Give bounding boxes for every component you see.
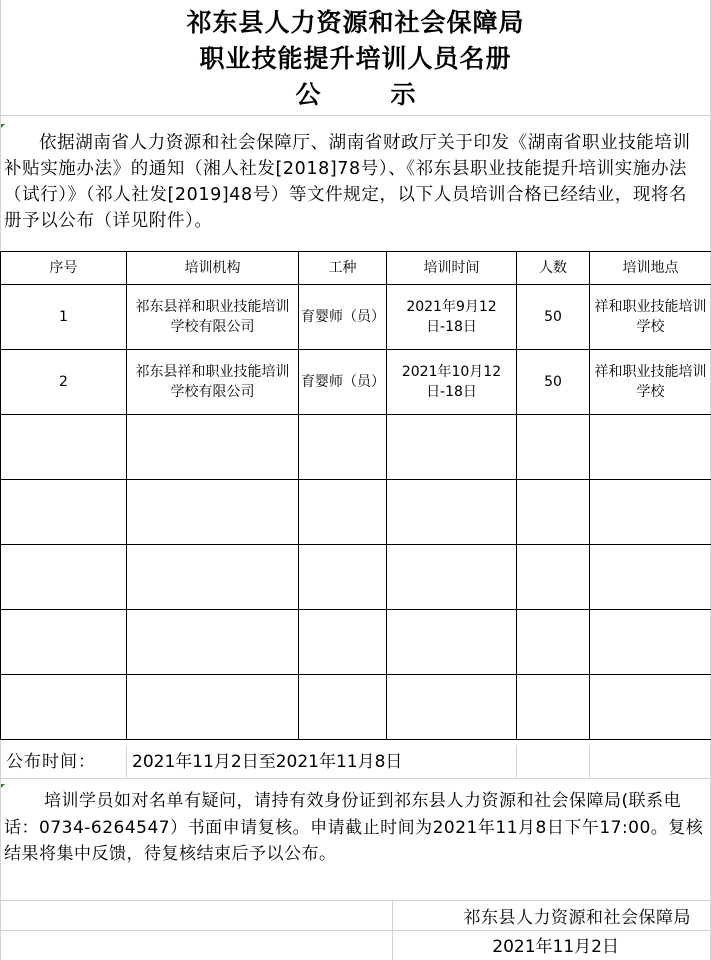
signing-date: 2021年11月2日 — [492, 937, 619, 957]
header-period: 培训时间 — [387, 252, 517, 285]
table-row — [1, 285, 711, 350]
cell-period: 2021年9月12 日-18日 — [387, 285, 517, 350]
table-row-empty — [1, 415, 711, 480]
notice-char-2: 示 — [390, 80, 416, 109]
header-location: 培训地点 — [590, 252, 711, 285]
table-header-row — [1, 252, 711, 285]
table-row-empty — [1, 545, 711, 610]
cell-count: 50 — [517, 350, 590, 415]
header-count: 人数 — [517, 252, 590, 285]
header-trade: 工种 — [299, 252, 387, 285]
cell-period: 2021年10月12日-18日 — [387, 350, 517, 415]
document-title — [0, 0, 711, 116]
table-row — [1, 350, 711, 415]
cell-institution: 祁东县祥和职业技能培训学校有限公司 — [127, 285, 299, 350]
cell-trade: 育婴师（员） — [299, 350, 387, 415]
cell-comment-marker — [1, 124, 5, 128]
notice-char-1: 公 — [295, 80, 321, 109]
publish-period — [0, 745, 711, 779]
header-institution: 培训机构 — [127, 252, 299, 285]
cell-seq: 1 — [1, 285, 127, 350]
review-note-paragraph: 培训学员如对名单有疑问，请持有效身份证到祁东县人力资源和社会保障局(联系电话：0734-6264547）书面申请复核。申请截止时间为2021年11月8日下午17:00。复核结果将集中反馈，待复核结束后予以公布。 — [4, 791, 704, 864]
cell-location: 祥和职业技能培训学校 — [590, 350, 711, 415]
cell-institution: 祁东县祥和职业技能培训学校有限公司 — [127, 350, 299, 415]
cell-trade: 育婴师（员） — [299, 285, 387, 350]
header-seq: 序号 — [1, 252, 127, 285]
signing-organization: 祁东县人力资源和社会保障局 — [463, 908, 691, 928]
trainee-roster-table — [0, 251, 711, 740]
cell-location: 祥和职业技能培训学校 — [590, 285, 711, 350]
intro-paragraph: 依据湖南省人力资源和社会保障厅、湖南省财政厅关于印发《湖南省职业技能培训补贴实施办法》的通知（湘人社发[2018]78号）、《祁东县职业技能提升培训实施办法（试行）》（祁人社发[2019]48号）等文件规定，以下人员培训合格已经结业，现将名册予以公布（详见附件）。 — [4, 133, 691, 231]
notice-heading — [0, 77, 711, 113]
gridline — [392, 900, 393, 960]
title-line-2: 职业技能提升培训人员名册 — [199, 44, 512, 73]
cell-seq: 2 — [1, 350, 127, 415]
cell-count: 50 — [517, 285, 590, 350]
gridline — [0, 930, 711, 931]
table-row-empty — [1, 675, 711, 740]
publish-label: 公布时间： — [6, 752, 96, 772]
title-line-1: 祁东县人力资源和社会保障局 — [186, 8, 525, 37]
table-row-empty — [1, 610, 711, 675]
publish-value: 2021年11月2日至2021年11月8日 — [132, 752, 403, 772]
gridline — [0, 900, 711, 901]
table-row-empty — [1, 480, 711, 545]
